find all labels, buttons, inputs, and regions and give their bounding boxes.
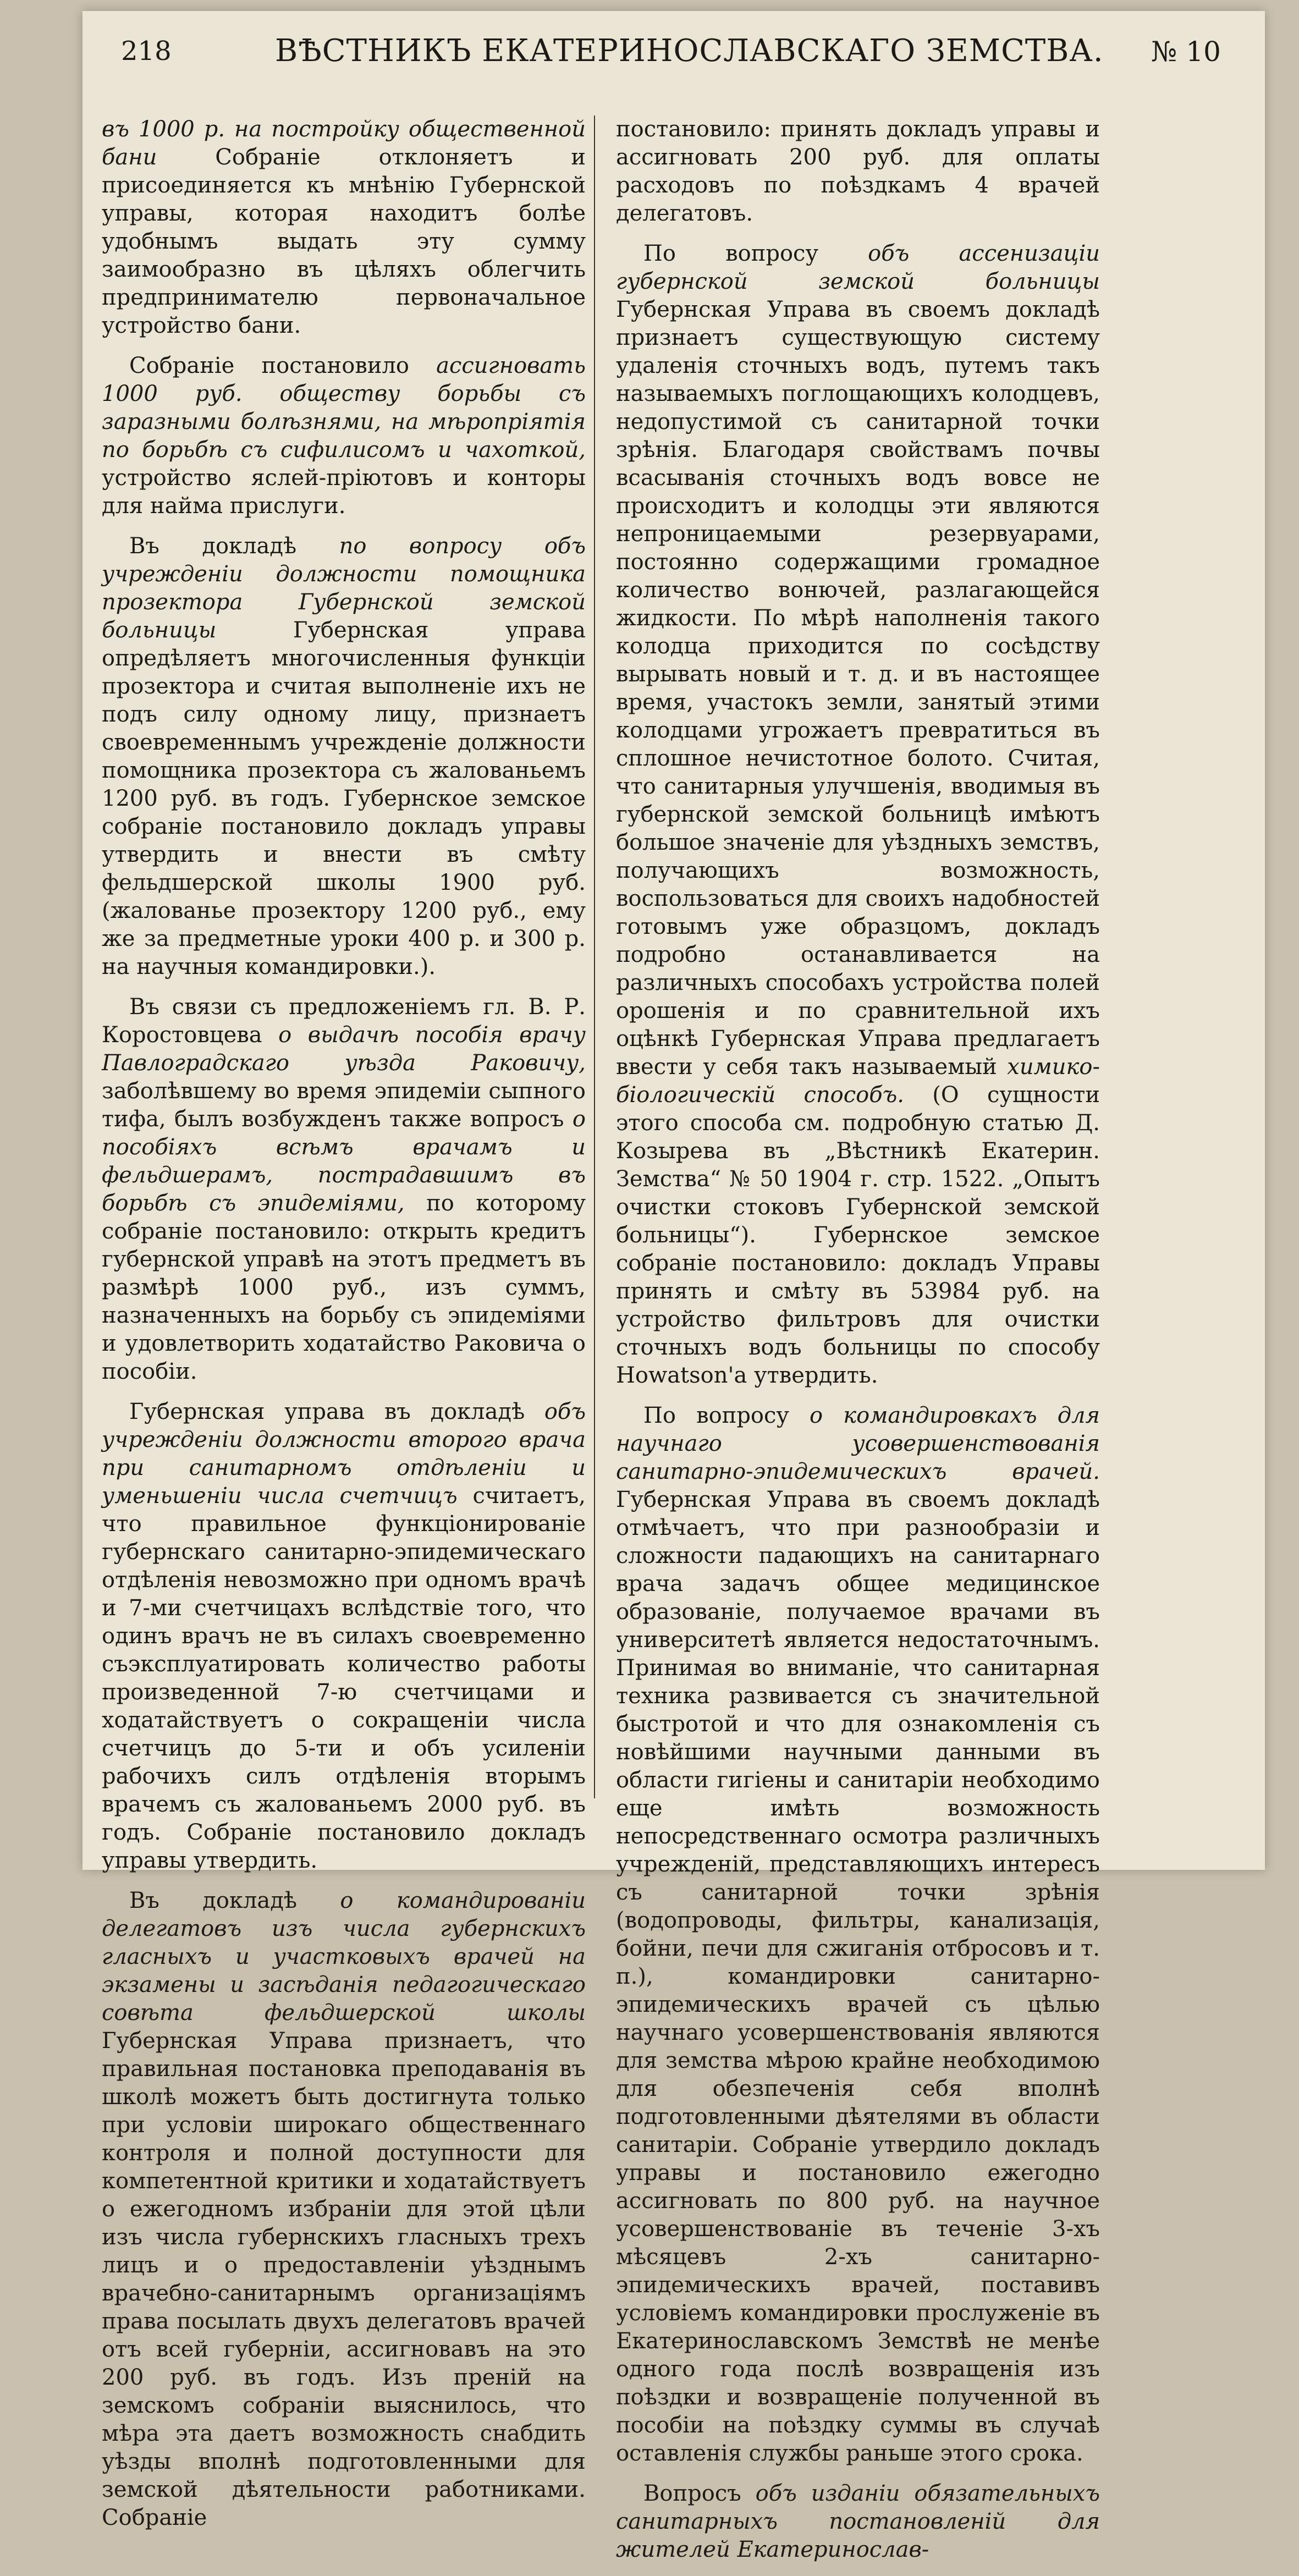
paragraph: [102, 1398, 586, 1875]
paragraph: [102, 532, 586, 981]
italic-phrase: объ изданіи обязательныхъ санитарныхъ постановленій для жителей Екатеринослав-: [616, 2481, 1100, 2562]
paragraph-text: по которому собраніе постановило: открыть кредитъ губернской управѣ на этотъ предметъ въ размѣрѣ 1000 руб., изъ суммъ, назначенныхъ на борьбу съ эпидеміями и удовлетворить ходатайство Раковича о пособіи.: [102, 1191, 586, 1384]
paragraph-text: считаетъ, что правильное функціонированіе губернскаго санитарно-эпидемическаго отдѣленія невозможно при одномъ врачѣ и 7-ми счетчицахъ вслѣдствіе того, что одинъ врачъ не въ силахъ своевременно съэксплуатировать количество работы произведенной 7-ю счетчицами и ходатайствуетъ о сокращеніи числа счетчицъ до 5-ти и объ усиленіи рабочихъ силъ отдѣленія вторымъ врачемъ съ жалованьемъ 2000 руб. въ годъ. Собраніе постановило докладъ управы утвердить.: [102, 1483, 586, 1873]
paragraph: [616, 240, 1100, 1390]
paragraph: [616, 115, 1100, 228]
page-header: [121, 25, 1221, 85]
italic-phrase: о выдачѣ пособія врачу Павлоградскаго уѣзда Раковичу,: [102, 1022, 586, 1076]
italic-phrase: въ 1000 р. на постройку общественной бани: [102, 117, 586, 170]
paragraph-text: Собраніе отклоняетъ и присоединяется къ мнѣнію Губернской управы, которая находитъ болѣе удобнымъ выдать эту сумму заимообразно въ цѣляхъ облегчить предпринимателю первоначальное устройство бани.: [102, 145, 586, 338]
paragraph-text: Собраніе постановило: [129, 353, 437, 378]
italic-phrase: по вопросу объ учрежденіи должности помощника прозектора Губернской земской больницы: [102, 533, 586, 643]
paragraph-text: Въ докладѣ: [129, 533, 339, 559]
italic-phrase: объ учрежденіи должности второго врача при санитарномъ отдѣленіи и уменьшеніи числа счетчицъ: [102, 1399, 586, 1509]
italic-phrase: химико-біологическій способъ.: [616, 1054, 1100, 1108]
italic-phrase: о командированіи делегатовъ изъ числа губернскихъ гласныхъ и участковыхъ врачей на экзамены и засѣданія педагогическаго совѣта фельдшерской школы: [102, 1888, 586, 2025]
paragraph: [616, 1402, 1100, 2468]
paragraph: [102, 352, 586, 520]
italic-phrase: объ ассенизаціи губернской земской больницы: [616, 241, 1100, 294]
paragraph-text: Губернская Управа въ своемъ докладѣ признаетъ существующую систему удаленія сточныхъ водъ, путемъ такъ называемыхъ поглощающихъ колодцевъ, недопустимой съ санитарной точки зрѣнія. Благодаря свойствамъ почвы всасыванія сточныхъ водъ вовсе не происходитъ и колодцы эти являются непроницаемыми резервуарами, постоянно содержащими громадное количество вонючей, разлагающейся жидкости. По мѣрѣ наполненія такого колодца приходится по сосѣдству вырывать новый и т. д. и въ настоящее время, участокъ земли, занятый этими колодцами угрожаетъ превратиться въ сплошное нечистотное болото. Считая, что санитарныя улучшенія, вводимыя въ губернской земской больницѣ имѣютъ большое значеніе для уѣздныхъ земствъ, получающихъ возможность, воспользоваться для своихъ надобностей готовымъ уже образцомъ, докладъ подробно останавливается на различныхъ способахъ устройства полей орошенія и по сравнительной ихъ оцѣнкѣ Губернская Управа предлагаетъ ввести у себя такъ называемый: [616, 297, 1100, 1080]
issue-number: № 10: [1151, 36, 1221, 68]
left-column: [102, 115, 586, 2544]
italic-phrase: о командировкахъ для научнаго усовершенствованія санитарно-эпидемическихъ врачей.: [616, 1403, 1100, 1484]
paragraph-text: Губернская Управа въ своемъ докладѣ отмѣчаетъ, что при разнообразіи и сложности падающихъ на санитарнаго врача задачъ общее медицинское образованіе, получаемое врачами въ университетѣ является недостаточнымъ. Принимая во вниманіе, что санитарная техника развивается съ значительной быстротой и что для ознакомленія съ новѣйшими научными данными въ области гигіены и санитаріи необходимо еще имѣть возможность непосредственнаго осмотра различныхъ учрежденій, представляющихъ интересъ съ санитарной точки зрѣнія (водопроводы, фильтры, канализація, бойни, печи для сжиганія отбросовъ и т. п.), командировки санитарно-эпидемическихъ врачей съ цѣлью научнаго усовершенствованія являются для земства мѣрою крайне необходимою для обезпеченія себя вполнѣ подготовленными дѣятелями въ области санитаріи. Собраніе утвердило докладъ управы и постановило ежегодно ассигновать по 800 руб. на научное усовершенствованіе въ теченіе 3-хъ мѣсяцевъ 2-хъ санитарно-эпидемическихъ врачей, поставивъ условіемъ командировки прослуженіе въ Екатеринославскомъ Земствѣ не менѣе одного года послѣ возвращенія изъ поѣздки и возвращеніе полученной въ пособіи на поѣздку суммы въ случаѣ оставленія службы раньше этого срока.: [616, 1487, 1100, 2466]
paragraph-text: заболѣвшему во время эпидеміи сыпного тифа, былъ возбужденъ также вопросъ: [102, 1078, 586, 1132]
journal-title: ВѢСТНИКЪ ЕКАТЕРИНОСЛАВСКАГО ЗЕМСТВА.: [275, 33, 1104, 69]
paragraph-text: Губернская управа въ докладѣ: [129, 1399, 544, 1424]
journal-page: [82, 11, 1265, 2562]
right-column: [616, 115, 1100, 2576]
paragraph-text: По вопросу: [643, 1403, 810, 1428]
paragraph-text: Губернская управа опредѣляетъ многочисленныя функціи прозектора и считая выполненіе ихъ не подъ силу одному лицу, признаетъ своевременнымъ учрежденіе должности помощника прозектора съ жалованьемъ 1200 руб. въ годъ. Губернское земское собраніе постановило докладъ управы утвердить и внести въ смѣту фельдшерской школы 1900 руб. (жалованье прозектору 1200 руб., ему же за предметные уроки 400 р. и 300 р. на научныя командировки.).: [102, 618, 586, 979]
paragraph-text: постановило: принять докладъ управы и ассигновать 200 руб. для оплаты расходовъ по поѣздкамъ 4 врачей делегатовъ.: [616, 117, 1100, 226]
paragraph-text: Губернская Управа признаетъ, что правильная постановка преподаванія въ школѣ можетъ быть достигнута только при условіи широкаго общественнаго контроля и полной доступности для компетентной критики и ходатайствуетъ о ежегодномъ избраніи для этой цѣли изъ числа губернскихъ гласныхъ трехъ лицъ и о предоставленіи уѣзднымъ врачебно-санитарнымъ организаціямъ права посылать двухъ делегатовъ врачей отъ всей губерніи, ассигновавъ на это 200 руб. въ годъ. Изъ преній на земскомъ собраніи выяснилось, что мѣра эта даетъ возможность снабдить уѣзды вполнѣ подготовленными для земской дѣятельности работниками. Собраніе: [102, 2028, 586, 2530]
paragraph-text: Въ связи съ предложеніемъ гл. В. Р. Коростовцева: [102, 994, 586, 1048]
paragraph-text: По вопросу: [643, 241, 868, 266]
paragraph-text: устройство яслей-пріютовъ и конторы для найма прислуги.: [102, 465, 586, 519]
page-number: 218: [121, 36, 172, 67]
italic-phrase: ассигновать 1000 руб. обществу борьбы съ заразными болѣзнями, на мѣропріятія по борьбѣ съ сифилисомъ и чахоткой,: [102, 353, 586, 463]
paragraph: [616, 2480, 1100, 2564]
paragraph: [102, 993, 586, 1386]
paragraph-text: Вопросъ: [643, 2481, 756, 2506]
paragraph-text: Въ докладѣ: [129, 1888, 340, 1913]
paragraph: [102, 115, 586, 340]
italic-phrase: о пособіяхъ всѣмъ врачамъ и фельдшерамъ, пострадавшимъ въ борьбѣ съ эпидеміями,: [102, 1107, 586, 1216]
column-divider: [594, 115, 595, 1798]
paragraph: [102, 1887, 586, 2532]
paragraph-text: (О сущности этого способа см. подробную статью Д. Козырева въ „Вѣстникѣ Екатерин. Земства“ № 50 1904 г. стр. 1522. „Опытъ очистки стоковъ Губернской земской больницы“). Губернское земское собраніе постановило: докладъ Управы принять и смѣту въ 53984 руб. на устройство фильтровъ для очистки сточныхъ водъ больницы по способу Howatson'а утвердить.: [616, 1082, 1100, 1388]
